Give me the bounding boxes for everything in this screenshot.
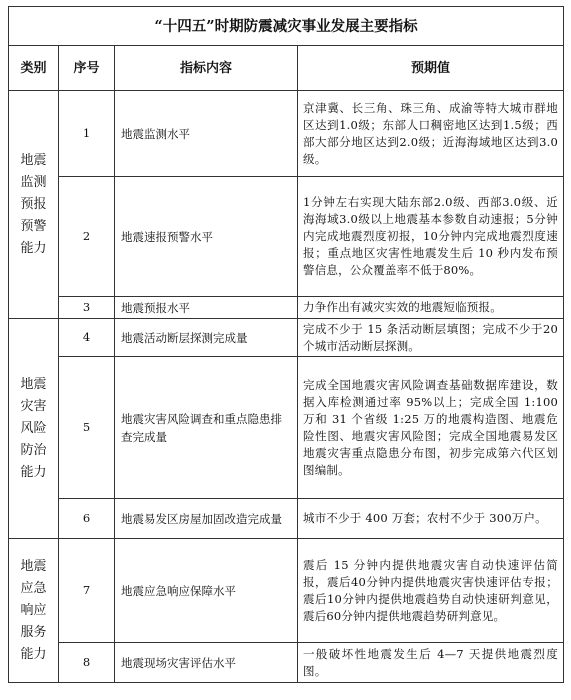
indicator-cell: 地震预报水平: [115, 297, 298, 319]
row-number: 6: [59, 499, 115, 539]
indicator-cell: 地震活动断层探测完成量: [115, 319, 298, 357]
header-number: 序号: [59, 46, 115, 91]
header-category: 类别: [9, 46, 59, 91]
expected-value-cell: 震后 15 分钟内提供地震灾害自动快速评估简报，震后40分钟内提供地震灾害快速评估专报；震后10分钟内提供地震趋势自动快速研判意见，震后60分钟内提供地震趋势研判意见。: [298, 539, 564, 643]
category-cell: [9, 319, 59, 539]
indicator-cell: 地震灾害风险调查和重点隐患排查完成量: [115, 357, 298, 499]
table-title: “十四五”时期防震减灾事业发展主要指标: [9, 7, 564, 46]
table-row: [9, 91, 564, 177]
table-row: [9, 499, 564, 539]
expected-value-cell: 力争作出有减灾实效的地震短临预报。: [298, 297, 564, 319]
expected-value-cell: 1分钟左右实现大陆东部2.0级、西部3.0级、近海海域3.0级以上地震基本参数自动速报；5分钟内完成地震烈度初报，10分钟内完成地震烈度速报；重点地区灾害性地震发生后 10 秒内发布预警信息，公众覆盖率不低于80%。: [298, 177, 564, 297]
indicator-table-container: [8, 6, 563, 683]
expected-value-cell: 一般破坏性地震发生后 4—7 天提供地震烈度图。: [298, 643, 564, 683]
table-row: [9, 357, 564, 499]
category-label: 地震监测预报预警能力: [20, 152, 47, 256]
category-cell: [9, 91, 59, 319]
header-expected: 预期值: [298, 46, 564, 91]
expected-value-cell: 城市不少于 400 万套；农村不少于 300万户。: [298, 499, 564, 539]
indicator-table: [8, 6, 564, 683]
expected-value-cell: 完成不少于 15 条活动断层填图；完成不少于20个城市活动断层探测。: [298, 319, 564, 357]
category-label: 地震应急响应服务能力: [20, 558, 47, 662]
table-row: [9, 643, 564, 683]
category-label: 地震灾害风险防治能力: [20, 376, 47, 480]
indicator-cell: 地震现场灾害评估水平: [115, 643, 298, 683]
indicator-cell: 地震监测水平: [115, 91, 298, 177]
indicator-cell: 地震应急响应保障水平: [115, 539, 298, 643]
expected-value-cell: 完成全国地震灾害风险调查基础数据库建设，数据入库检测通过率 95%以上；完成全国 1:100 万和 31 个省级 1:25 万的地震构造图、地震危险性图、地震灾害风险图；完成全国地震易发区地震灾害重点隐患分布图，初步完成第六代区划图编制。: [298, 357, 564, 499]
row-number: 8: [59, 643, 115, 683]
table-row: [9, 297, 564, 319]
header-indicator: 指标内容: [115, 46, 298, 91]
row-number: 3: [59, 297, 115, 319]
category-cell: [9, 539, 59, 683]
row-number: 5: [59, 357, 115, 499]
row-number: 7: [59, 539, 115, 643]
row-number: 2: [59, 177, 115, 297]
row-number: 4: [59, 319, 115, 357]
table-row: [9, 177, 564, 297]
indicator-cell: 地震易发区房屋加固改造完成量: [115, 499, 298, 539]
indicator-cell: 地震速报预警水平: [115, 177, 298, 297]
table-row: [9, 539, 564, 643]
row-number: 1: [59, 91, 115, 177]
expected-value-cell: 京津冀、长三角、珠三角、成渝等特大城市群地区达到1.0级；东部人口稠密地区达到1.5级；西部大部分地区达到2.0级；近海海域地区达到3.0级。: [298, 91, 564, 177]
table-row: [9, 319, 564, 357]
